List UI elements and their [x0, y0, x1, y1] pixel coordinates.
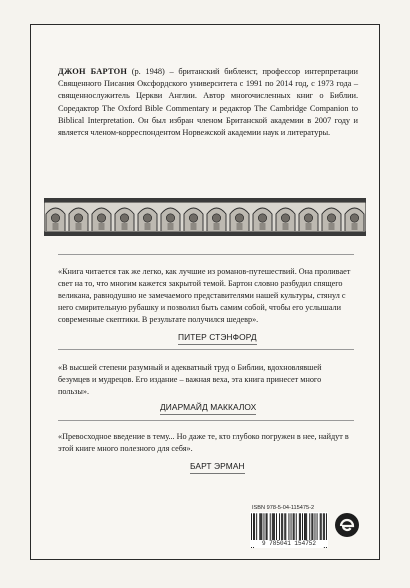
author-name: ДЖОН БАРТОН [58, 67, 128, 76]
author-bio [58, 66, 358, 139]
divider [58, 420, 354, 421]
divider [58, 254, 354, 255]
review-author: ПИТЕР СТЭНФОРД [178, 332, 257, 342]
review-quote: «Превосходное введение в тему... Но даже те, кто глубоко погружен в нее, найдут в этой книге много полезного для себя». [58, 432, 349, 453]
review-quote: «Книга читается так же легко, как лучшие из романов-путешествий. Она проливает свет на то, что многим кажется закрытой темой. Бартон словно разбудил спящего великана, равнодушно не замечаемого представителями нашей культуры, стянул с него смирительную рубашку и позволил быть самим собой, чтобы его услышали современные скептики. В результате получился шедевр». [58, 267, 351, 324]
divider [58, 349, 354, 350]
review-author: БАРТ ЭРМАН [190, 461, 245, 471]
author-bio-text: (р. 1948) – британский библеист, профессор интерпретации Священного Писания Оксфордского университета с 1991 по 2014 год, с 1973 года – священнослужитель Церкви Англии. Автор многочисленных книг о Библии. Соредактор The Oxford Bible Commentary и редактор The Cambridge Companion to Biblical Interpretation. Он был избран членом Британской академии в 2007 году и является членом-корреспондентом Норвежской академии наук и литературы. [58, 67, 358, 138]
isbn-label: ISBN 978-5-04-115475-2 [252, 505, 315, 511]
review-author: ДИАРМАЙД МАККАЛОХ [160, 402, 256, 412]
review-quote: «В высшей степени разумный и адекватный труд о Библии, вдохновлявшей безумцев и мудрецов. Его издание – важная веха, эта книга принесет много пользы». [58, 363, 322, 396]
gothic-arcade-frieze [44, 198, 366, 236]
eksmo-logo [334, 512, 360, 538]
barcode-number: 9 785041 154752 [250, 540, 328, 547]
